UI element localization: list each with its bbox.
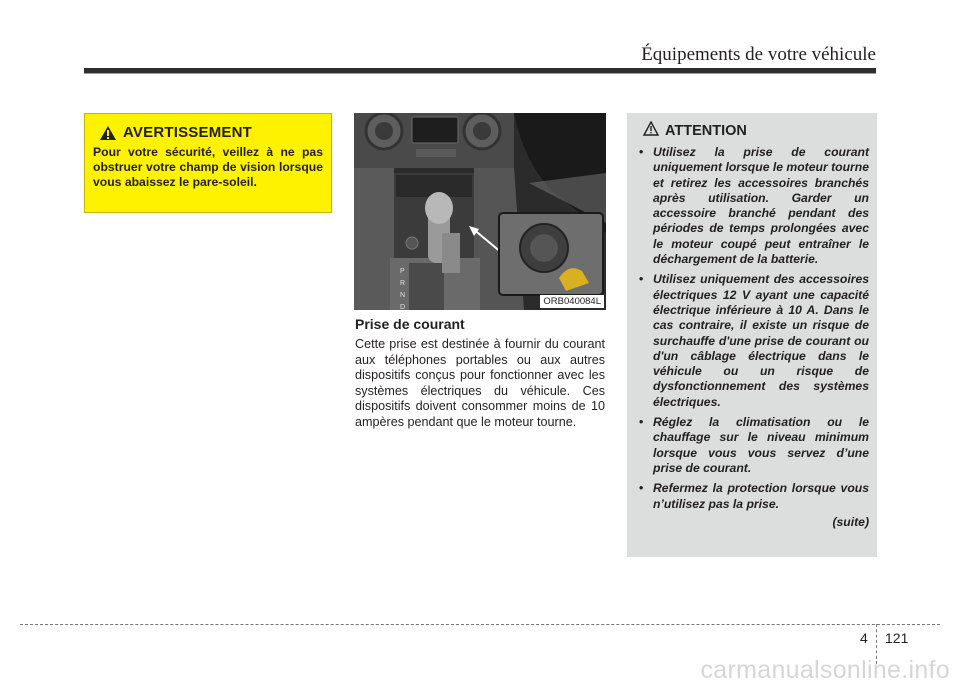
warning-box [84,113,332,213]
shift-letter: N [400,292,406,299]
console-illustration [354,113,606,310]
attention-box [627,113,877,557]
page-number: 121 [885,630,909,646]
warning-title: AVERTISSEMENT [123,124,253,141]
shift-letter: D [400,304,406,310]
attention-title: ATTENTION [665,123,747,139]
attention-item: • Utilisez la prise de courant uniquement lorsque le moteur tourne et retirez les accessoires branchés après utilisation. Garder un accessoire branché pendant des périodes de temps prolongées avec le moteur coupé peut entraîner le déchargement de la batterie. [639,145,869,267]
header-rule [84,68,876,74]
footer-rule [20,624,940,625]
warning-triangle-icon [99,125,117,141]
attention-item: • Utilisez uniquement des accessoires électriques 12 V ayant une capacité électrique inférieure à 10 A. Dans le cas contraire, il existe un risque de surchauffe d'une prise de courant ou d'un câblage électrique dans le véhicule ou un risque de dysfonctionnement des systèmes électriques. [639,272,869,410]
shift-letter: P [400,268,405,275]
page-header-title: Équipements de votre véhicule [641,44,876,65]
attention-item: • Réglez la climatisation ou le chauffage sur le niveau minimum lorsque vous vous servez d’une prise de courant. [639,415,869,476]
attention-header [643,121,869,141]
warning-text: Pour votre sécurité, veillez à ne pas obstruer votre champ de vision lorsque vous abaissez le pare-soleil. [93,145,323,189]
warning-header [99,124,323,141]
continued-label: (suite) [832,514,869,529]
attention-item: • Refermez la protection lorsque vous n’utilisez pas la prise. [639,481,869,512]
chapter-number: 4 [860,630,868,646]
watermark: carmanualsonline.info [700,656,950,684]
caution-triangle-icon [643,121,659,141]
section-body: Cette prise est destinée à fournir du courant aux téléphones portables ou aux autres dispositifs conçus pour fonctionner avec les systèmes électriques du véhicule. Ces dispositifs doivent consommer moins de 10 ampères pendant que le moteur tourne. [355,337,605,429]
shift-letter: R [400,280,406,287]
photo-code-label: ORB040084L [540,295,604,308]
attention-list [639,145,869,512]
console-photo [354,113,606,310]
section-title: Prise de courant [355,316,465,332]
